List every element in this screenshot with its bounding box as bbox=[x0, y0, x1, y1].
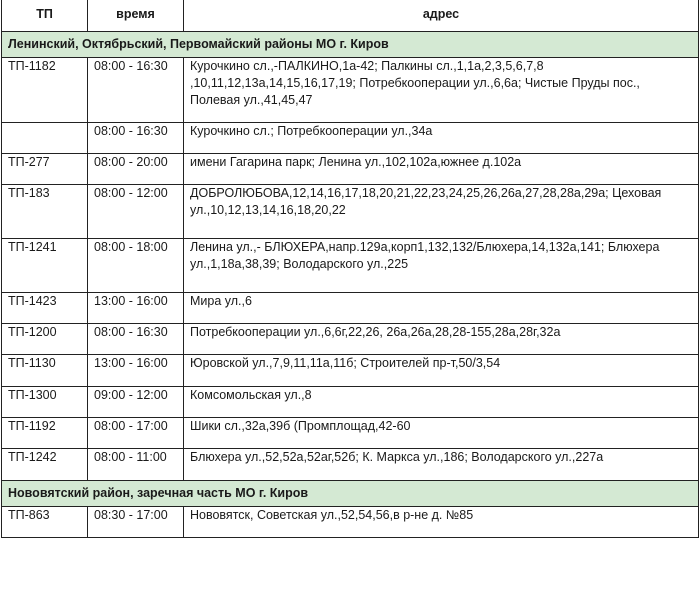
address-cell: Комсомольская ул.,8 bbox=[184, 387, 699, 418]
table-row bbox=[2, 185, 699, 239]
address-cell: Ленина ул.,- БЛЮХЕРА,напр.129а,корп1,132,132/Блюхера,14,132а,141; Блюхера ул.,1,18а,38,39; Володарского ул.,225 bbox=[184, 239, 699, 293]
tp-cell: ТП-1423 bbox=[2, 293, 88, 324]
time-cell: 08:00 - 16:30 bbox=[88, 324, 184, 355]
tp-cell: ТП-863 bbox=[2, 507, 88, 538]
table-row bbox=[2, 324, 699, 355]
tp-cell: ТП-183 bbox=[2, 185, 88, 239]
table-row bbox=[2, 449, 699, 481]
tp-cell: ТП-1300 bbox=[2, 387, 88, 418]
time-cell: 08:00 - 16:30 bbox=[88, 123, 184, 154]
table-row bbox=[2, 123, 699, 154]
address-cell: Нововятск, Советская ул.,52,54,56,в р-не д. №85 bbox=[184, 507, 699, 538]
table-row bbox=[2, 418, 699, 449]
tp-cell: ТП-1130 bbox=[2, 355, 88, 387]
header-time: время bbox=[88, 0, 184, 32]
table-row bbox=[2, 355, 699, 387]
table-row bbox=[2, 507, 699, 538]
time-cell: 09:00 - 12:00 bbox=[88, 387, 184, 418]
table-row bbox=[2, 58, 699, 123]
header-tp: ТП bbox=[2, 0, 88, 32]
time-cell: 08:00 - 17:00 bbox=[88, 418, 184, 449]
table-row bbox=[2, 387, 699, 418]
time-cell: 13:00 - 16:00 bbox=[88, 355, 184, 387]
address-cell: Курочкино сл.,-ПАЛКИНО,1а-42; Палкины сл.,1,1а,2,3,5,6,7,8 ,10,11,12,13а,14,15,16,17,19; Потребкооперации ул.,6,6а; Чистые Пруды пос., Полевая ул.,41,45,47 bbox=[184, 58, 699, 123]
header-address: адрес bbox=[184, 0, 699, 32]
address-cell: ДОБРОЛЮБОВА,12,14,16,17,18,20,21,22,23,24,25,26,26а,27,28,28а,29а; Цеховая ул.,10,12,13,14,16,18,20,22 bbox=[184, 185, 699, 239]
outage-table bbox=[1, 0, 699, 538]
tp-cell: ТП-1200 bbox=[2, 324, 88, 355]
district-title: Нововятский район, заречная часть МО г. Киров bbox=[2, 481, 699, 507]
time-cell: 08:00 - 18:00 bbox=[88, 239, 184, 293]
address-cell: Шики сл.,32а,39б (Промплощад,42-60 bbox=[184, 418, 699, 449]
tp-cell: ТП-277 bbox=[2, 154, 88, 185]
time-cell: 13:00 - 16:00 bbox=[88, 293, 184, 324]
tp-cell: ТП-1192 bbox=[2, 418, 88, 449]
address-cell: Потребкооперации ул.,6,6г,22,26, 26а,26а,28,28-155,28а,28г,32а bbox=[184, 324, 699, 355]
district-row bbox=[2, 32, 699, 58]
time-cell: 08:00 - 20:00 bbox=[88, 154, 184, 185]
table-body bbox=[2, 32, 699, 538]
address-cell: Курочкино сл.; Потребкооперации ул.,34а bbox=[184, 123, 699, 154]
district-row bbox=[2, 481, 699, 507]
tp-cell: ТП-1242 bbox=[2, 449, 88, 481]
address-cell: Мира ул.,6 bbox=[184, 293, 699, 324]
tp-cell bbox=[2, 123, 88, 154]
table-row bbox=[2, 154, 699, 185]
header-row bbox=[2, 0, 699, 32]
tp-cell: ТП-1182 bbox=[2, 58, 88, 123]
tp-cell: ТП-1241 bbox=[2, 239, 88, 293]
district-title: Ленинский, Октябрьский, Первомайский районы МО г. Киров bbox=[2, 32, 699, 58]
time-cell: 08:30 - 17:00 bbox=[88, 507, 184, 538]
time-cell: 08:00 - 12:00 bbox=[88, 185, 184, 239]
time-cell: 08:00 - 11:00 bbox=[88, 449, 184, 481]
address-cell: имени Гагарина парк; Ленина ул.,102,102а,южнее д.102а bbox=[184, 154, 699, 185]
table-row bbox=[2, 239, 699, 293]
address-cell: Юровской ул.,7,9,11,11а,11б; Строителей пр-т,50/3,54 bbox=[184, 355, 699, 387]
time-cell: 08:00 - 16:30 bbox=[88, 58, 184, 123]
address-cell: Блюхера ул.,52,52а,52аг,52б; К. Маркса ул.,186; Володарского ул.,227а bbox=[184, 449, 699, 481]
table-row bbox=[2, 293, 699, 324]
